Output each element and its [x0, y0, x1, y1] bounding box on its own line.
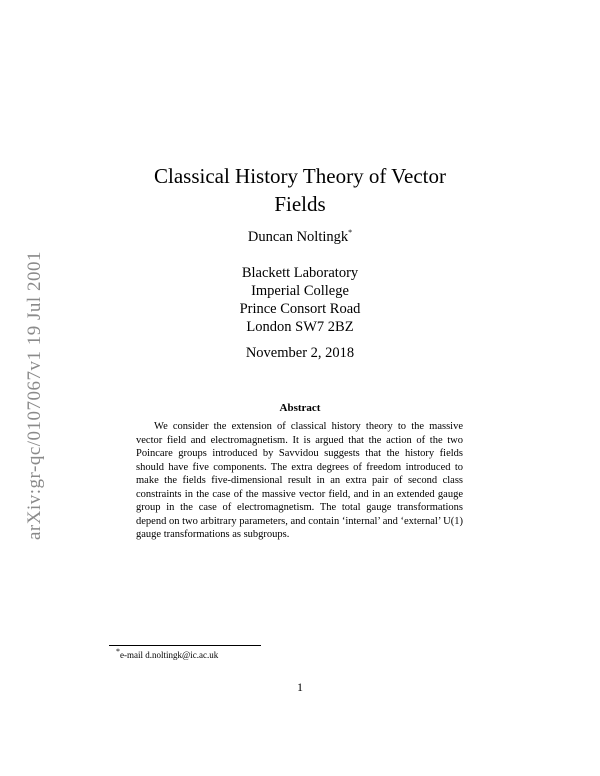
paper-date: November 2, 2018	[245, 345, 355, 361]
abstract-heading: Abstract	[279, 402, 321, 414]
footnote-rule	[109, 645, 261, 646]
author-name: Duncan Noltingk	[247, 229, 349, 245]
footnote-marker: *	[116, 647, 120, 656]
paper-title	[100, 162, 500, 218]
title-line-1: Classical History Theory of Vector	[153, 164, 446, 188]
footnote-email: e-mail d.noltingk@ic.ac.uk	[120, 650, 219, 660]
abstract-body: We consider the extension of classical history theory to the massive vector field and electromagnetism. It is argued that the action of the two Poincare groups introduced by Savvidou suggests that the history fields should have five components. The extra degrees of freedom introduced to make the fields five-dimensional result in an extra pair of second class constraints in the case of the massive vector field, and in an extended gauge group in the case of electromagnetism. The total gauge transformations depend on two arbitrary parameters, and contain ‘internal’ and ‘external’ U(1) gauge transformations as subgroups.	[136, 421, 464, 540]
affiliation-line: Imperial College	[251, 283, 349, 299]
footnote	[116, 647, 219, 660]
author	[100, 228, 500, 246]
arxiv-identifier: arXiv:gr-qc/0107067v1 19 Jul 2001	[24, 251, 45, 540]
page-number: 1	[297, 680, 303, 694]
author-footnote-marker: *	[348, 228, 353, 238]
affiliation-line: London SW7 2BZ	[246, 319, 354, 335]
affiliation-line: Blackett Laboratory	[241, 265, 359, 281]
title-line-2: Fields	[274, 192, 326, 216]
affiliation-line: Prince Consort Road	[239, 301, 361, 317]
affiliation	[100, 264, 500, 336]
